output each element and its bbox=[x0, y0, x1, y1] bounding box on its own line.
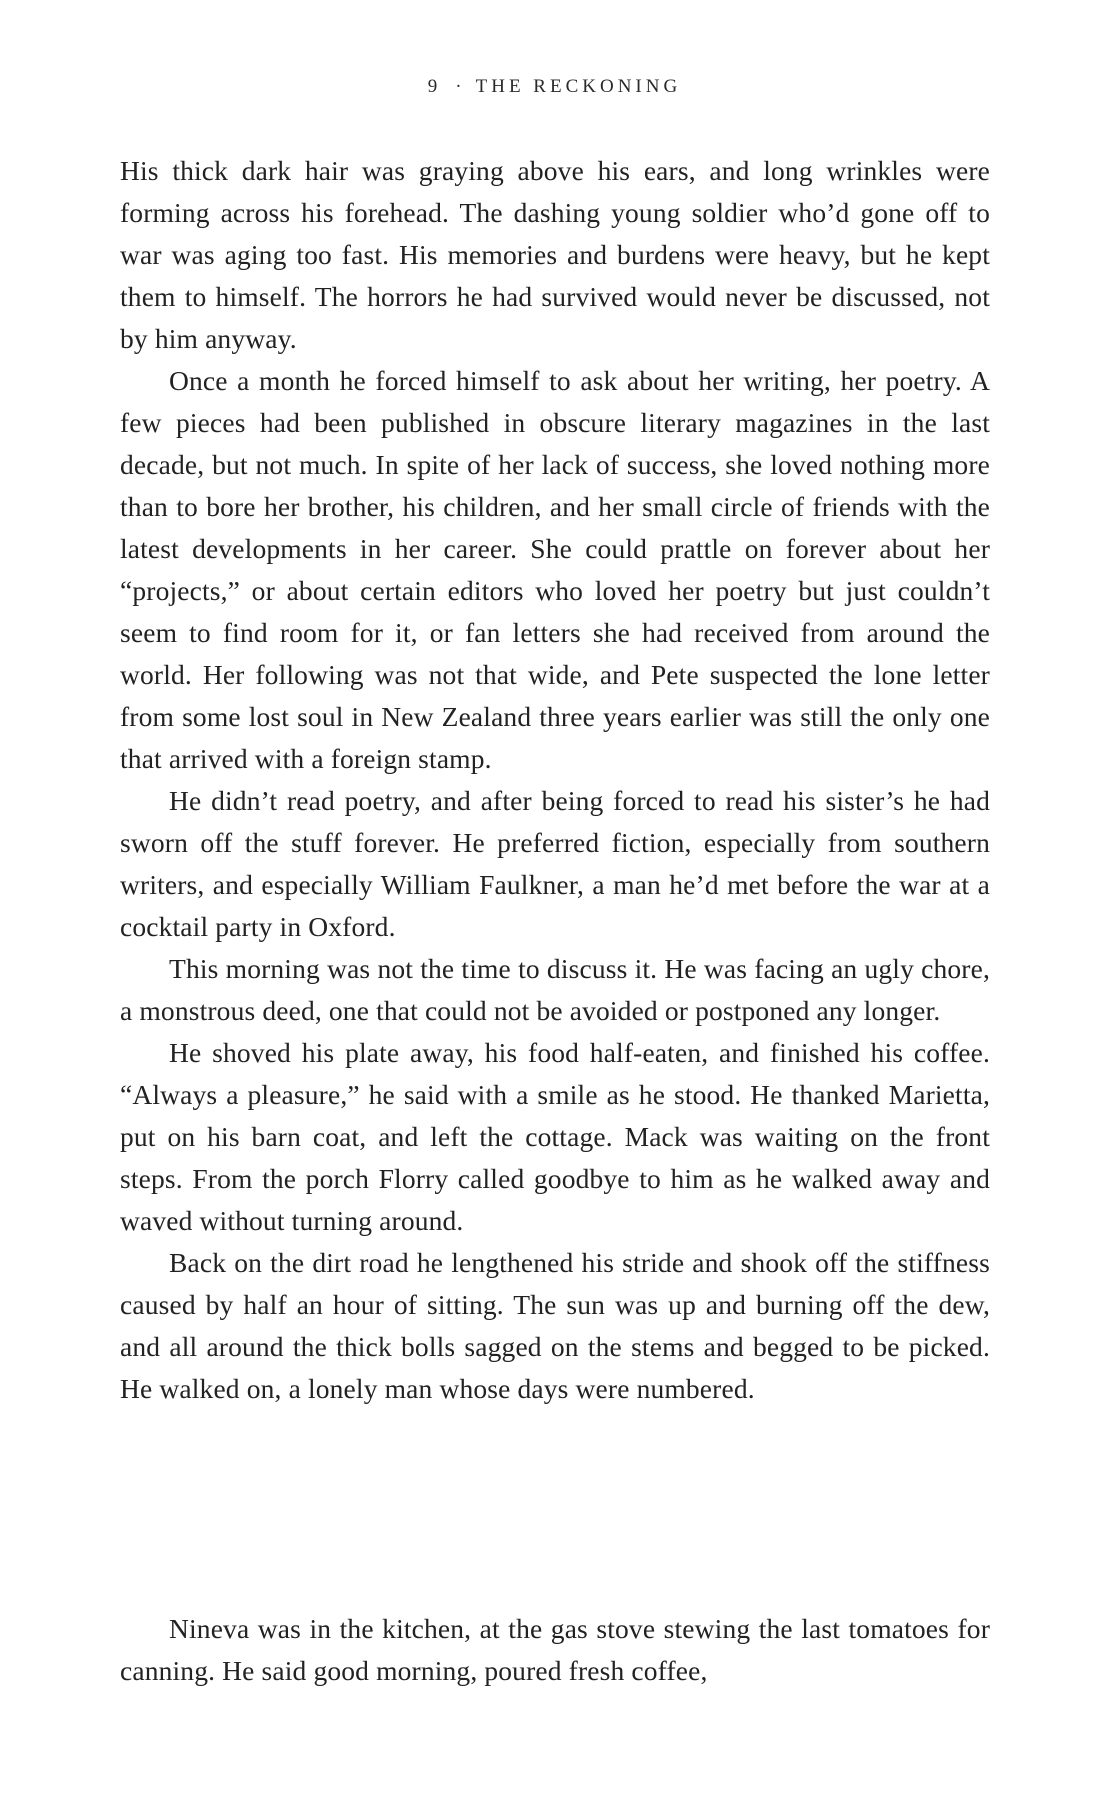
book-title: THE RECKONING bbox=[475, 76, 682, 97]
page-number: 9 bbox=[427, 76, 442, 97]
paragraph-3: He didn’t read poetry, and after being forced to read his sister’s he had sworn off the stuff forever. He preferred fiction, especially from southern writers, and especially William Faulkner, a man he’d met before the war at a cocktail party in Oxford. bbox=[120, 785, 990, 942]
paragraph-2: Once a month he forced himself to ask about her writing, her poetry. A few pieces had been published in obscure literary magazines in the last decade, but not much. In spite of her lack of success, she loved nothing more than to bore her brother, his children, and her small circle of friends with the latest developments in her career. She could prattle on forever about her “projects,” or about certain editors who loved her poetry but just couldn’t seem to find room for it, or fan letters she had received from around the world. Her following was not that wide, and Pete suspected the lone letter from some lost soul in New Zealand three years earlier was still the only one that arrived with a foreign stamp. bbox=[120, 365, 990, 774]
paragraph-1: His thick dark hair was graying above his ears, and long wrinkles were forming across his forehead. The dashing young soldier who’d gone off to war was aging too fast. His memories and burdens were heavy, but he kept them to himself. The horrors he had survived would never be discussed, not by him anyway. bbox=[120, 155, 990, 354]
paragraph-5: He shoved his plate away, his food half-eaten, and finished his coffee. “Always a pleasure,” he said with a smile as he stood. He thanked Marietta, put on his barn coat, and left the cottage. Mack was waiting on the front steps. From the porch Florry called goodbye to him as he walked away and waved without turning around. bbox=[120, 1037, 990, 1236]
running-header bbox=[0, 76, 1109, 98]
section-two-text bbox=[120, 1608, 990, 1692]
section-two-paragraph: Nineva was in the kitchen, at the gas stove stewing the last tomatoes for canning. He said good morning, poured fresh coffee, bbox=[120, 1613, 990, 1686]
paragraph-6: Back on the dirt road he lengthened his stride and shook off the stiffness caused by half an hour of sitting. The sun was up and burning off the dew, and all around the thick bolls sagged on the stems and begged to be picked. He walked on, a lonely man whose days were numbered. bbox=[120, 1247, 990, 1404]
paragraph-4: This morning was not the time to discuss it. He was facing an ugly chore, a monstrous deed, one that could not be avoided or postponed any longer. bbox=[120, 953, 990, 1026]
body-text bbox=[120, 150, 990, 1410]
header-separator: · bbox=[455, 76, 462, 97]
